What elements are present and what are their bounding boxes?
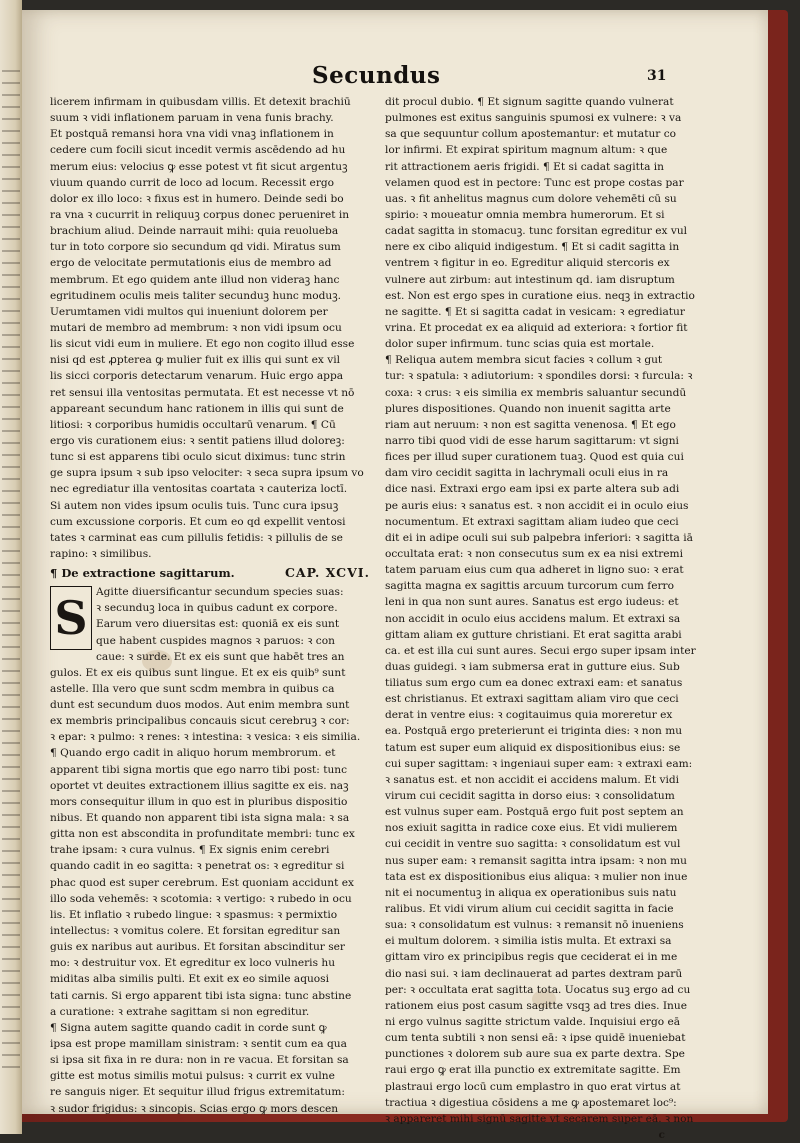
text-line: mors consequitur illum in quo est in pluribus dispositio [50, 795, 348, 808]
text-line: narro tibi quod vidi de esse harum sagittarum: vt signi [385, 434, 679, 447]
text-line: dolor super infirmum. tunc scias quia est mortale. [385, 338, 655, 351]
text-line: cedere cum focili sicut incedit vermis ascēdendo ad hu [50, 144, 346, 157]
text-line: vulnere aut zirbum: aut intestinum qd. iam disruptum [385, 273, 675, 286]
text-line: dunt est secundum duos modos. Aut enim membra sunt [50, 699, 350, 712]
text-line: ret sensui illa ventositas permutata. Et est necesse vt nō [50, 386, 355, 399]
text-line: nere ex cibo aliquid indigestum. ¶ Et si cadit sagitta in [385, 241, 680, 254]
text-line: cadat sagitta in stomacuꝫ. tunc forsitan egreditur ex vul [385, 225, 688, 238]
text-line: cui cecidit in ventre suo sagitta: ꝛ consolidatum est vul [385, 838, 681, 851]
running-title: Secundus [312, 62, 441, 89]
text-line: tates ꝛ carminat eas cum pillulis fetidis: ꝛ pillulis de se [50, 531, 343, 544]
text-line: apparent tibi signa mortis que ego narro tibi post: tunc [50, 763, 348, 776]
text-line: tati carnis. Si ergo apparent tibi ista signa: tunc abstine [50, 989, 352, 1002]
left-paragraph-block [50, 94, 370, 562]
text-line: Uerumtamen vidi multos qui inueniunt dolorem per [50, 305, 328, 318]
text-line: ni ergo vulnus sagitte strictum valde. Inquisiui ergo eā [385, 1016, 681, 1029]
text-line: caue: ꝛ surde. Et ex eis sunt que habēt tres an [96, 650, 345, 663]
text-line: ergo de velocitate permutationis eius de membro ad [50, 257, 332, 270]
text-line: ralibus. Et vidi virum alium cui cecidit sagitta in facie [385, 903, 674, 916]
text-line: trahe ipsam: ꝛ cura vulnus. ¶ Ex signis enim cerebri [50, 844, 330, 857]
text-line: nos exiuit sagitta in radice coxe eius. Et vidi mulierem [385, 822, 678, 835]
text-line: a curatione: ꝛ extrahe sagittam si non egreditur. [50, 1005, 310, 1018]
text-line: sa que sequuntur collum apostemantur: et mutatur co [385, 128, 677, 141]
text-line: lis. Et inflatio ꝛ rubedo lingue: ꝛ spasmus: ꝛ permixtio [50, 908, 338, 921]
text-line: dolor ex illo loco: ꝛ fixus est in humero. Deinde sedi bo [50, 192, 344, 205]
book-page [22, 10, 768, 1141]
text-line: tractiua ꝛ digestiua cōsidens a me ꝙ apostemaret loc⁹: [385, 1096, 677, 1109]
text-line: tiliatus sum ergo cum ea donec extraxi eam: et sanatus [385, 677, 683, 690]
text-line: sua: ꝛ consolidatum est vulnus: ꝛ remansit nō inueniens [385, 919, 684, 932]
text-line: gulos. Et ex eis quibus sunt lingue. Et ex eis quib⁹ sunt [50, 666, 346, 679]
text-line: merum eius: velocius ꝙ esse potest vt fit sicut argentuꝫ [50, 160, 348, 173]
text-line: est christianus. Et extraxi sagittam aliam viro que ceci [385, 693, 679, 706]
initial-block [50, 584, 370, 665]
text-line: tatem paruam eius cum qua adheret in ligno suo: ꝛ erat [385, 564, 684, 577]
chapter-number: CAP. XCVI. [284, 565, 370, 581]
text-line: si ipsa sit fixa in re dura: non in re vacua. Et forsitan sa [50, 1054, 349, 1067]
text-line: dit procul dubio. ¶ Et signum sagitte quando vulnerat [385, 96, 674, 108]
folio-number: 31 [647, 68, 667, 84]
text-line: fices per illud super curationem tuaꝫ. Quod est quia cui [385, 451, 684, 464]
text-line: nus super eam: ꝛ remansit sagitta intra ipsam: ꝛ non mu [385, 854, 688, 867]
text-line: derat in ventre eius: ꝛ cogitauimus quia moreretur ex [385, 709, 673, 722]
text-line: lis sicut vidi eum in muliere. Et ego non cogito illud esse [50, 338, 355, 351]
chapter-title: ¶ De extractione sagittarum. [50, 566, 235, 581]
text-line: mo: ꝛ destruitur vox. Et egreditur ex loco vulneris hu [50, 957, 336, 970]
text-line: tur in toto corpore sio secundum qd vidi. Miratus sum [50, 241, 341, 254]
text-line: rationem eius post casum sagitte vsqꝫ ad tres dies. Inue [385, 999, 687, 1012]
text-line: punctiones ꝛ dolorem sub aure sua ex parte dextra. Spe [385, 1048, 685, 1061]
text-line: cum excussione corporis. Et cum eo qd expellit ventosi [50, 515, 346, 528]
text-line: ca. et est illa cui sunt aures. Secui ergo super ipsam inter [385, 644, 696, 657]
text-line: tunc si est apparens tibi oculo sicut diximus: tunc strin [50, 451, 346, 464]
text-line: appareant secundum hanc rationem in illis qui sunt de [50, 402, 344, 415]
text-line: miditas alba similis pulti. Et exit ex eo simile aquosi [50, 973, 330, 986]
text-line: Si autem non vides ipsum oculis tuis. Tunc cura ipsuꝫ [50, 499, 339, 512]
text-line: Agitte diuersificantur secundum species suas: [96, 586, 344, 599]
text-line: ¶ Signa autem sagitte quando cadit in corde sunt ꝙ [50, 1021, 327, 1034]
left-text-column [50, 94, 370, 1117]
text-line: rapino: ꝛ similibus. [50, 547, 152, 560]
text-line: gitta non est abscondita in profunditate membri: tunc ex [50, 828, 355, 841]
text-line: gitte est motus similis motui pulsus: ꝛ currit ex vulne [50, 1070, 335, 1083]
text-line: duas guidegi. ꝛ iam submersa erat in gutture eius. Sub [385, 660, 680, 673]
indented-lines [50, 584, 370, 665]
text-line: ventrem ꝛ figitur in eo. Egreditur aliquid stercoris ex [385, 257, 670, 270]
text-line: Et postquā remansi hora vna vidi vnaꝫ inflationem in [50, 128, 334, 141]
text-line: tatum est super eum aliquid ex dispositionibus eius: se [385, 741, 681, 754]
text-line: gittam viro ex principibus regis que ceciderat ei in me [385, 951, 678, 964]
text-line: tur: ꝛ spatula: ꝛ adiutorium: ꝛ spondiles dorsi: ꝛ furcula: ꝛ [385, 370, 693, 383]
text-line: dam viro cecidit sagitta in lachrymali oculi eius in ra [385, 467, 669, 480]
text-line: lis sicci corporis detectarum venarum. Huic ergo appa [50, 370, 344, 383]
text-line: nec egrediatur illa ventositas coartata ꝛ cauteriza loctī. [50, 483, 348, 496]
right-paragraph-block [385, 94, 705, 1127]
text-line: ¶ Quando ergo cadit in aliquo horum membrorum. et [50, 747, 336, 760]
chapter-heading [50, 562, 370, 584]
text-line: occultata erat: ꝛ non consecutus sum ex ea nisi extremi [385, 547, 683, 560]
text-line: cui super sagittam: ꝛ ingeniaui super eam: ꝛ extraxi eam: [385, 757, 693, 770]
text-line: ei multum dolorem. ꝛ similia istis multa. Et extraxi sa [385, 935, 672, 948]
left-paragraph-block-lower [50, 665, 370, 1117]
text-line: re sanguis niger. Et sequitur illud frigus extremitatum: [50, 1086, 345, 1099]
text-line: Earum vero diuersitas est: quoniā ex eis sunt [96, 618, 340, 631]
text-line: ex membris principalibus concauis sicut cerebruꝫ ꝛ cor: [50, 715, 350, 728]
text-line: nisi qd est ꝓpterea ꝙ mulier fuit ex illis qui sunt ex vil [50, 354, 341, 367]
text-line: per: ꝛ occultata erat sagitta tota. Uocatus suꝫ ergo ad cu [385, 983, 691, 996]
text-line: tata est ex dispositionibus eius aliqua: ꝛ mulier non inue [385, 870, 688, 883]
text-line: ge supra ipsum ꝛ sub ipso velociter: ꝛ seca supra ipsum vo [50, 467, 364, 480]
text-line: nit ei nocumentuꝫ in aliqua ex operationibus suis natu [385, 886, 677, 899]
text-line: virum cui cecidit sagitta in dorso eius: ꝛ consolidatum [385, 790, 675, 803]
text-line: brachium aliud. Deinde narrauit mihi: quia reuolueba [50, 225, 339, 238]
text-line: sagitta magna ex sagittis arcuum turcorum cum ferro [385, 580, 675, 593]
text-line: ꝛ epar: ꝛ pulmo: ꝛ renes: ꝛ intestina: ꝛ vesica: ꝛ eis similia. [50, 731, 361, 744]
text-line: viuum quando currit de loco ad locum. Recessit ergo [50, 176, 335, 189]
text-line: oportet vt deuites extractionem illius sagitte ex eis. naꝫ [50, 779, 349, 792]
text-line: ergo vis curationem eius: ꝛ sentit patiens illud doloreꝫ: [50, 434, 345, 447]
text-line: ea. Postquā ergo preterierunt ei triginta dies: ꝛ non mu [385, 725, 683, 738]
text-line: illo soda vehemēs: ꝛ scotomia: ꝛ vertigo: ꝛ rubedo in ocu [50, 892, 352, 905]
text-line: que habent cuspides magnos ꝛ paruos: ꝛ con [96, 634, 335, 647]
text-line: velamen quod est in pectore: Tunc est prope costas par [385, 176, 684, 189]
text-line: raui ergo ꝙ erat illa punctio ex extremitate sagitte. Em [385, 1064, 681, 1077]
text-line: plastraui ergo locū cum emplastro in quo erat virtus at [385, 1080, 681, 1093]
text-line: dio nasi sui. ꝛ iam declinauerat ad partes dextram parū [385, 967, 683, 980]
text-line: suum ꝛ vidi inflationem paruam in vena funis brachy. [50, 112, 334, 125]
text-line: quando cadit in eo sagitta: ꝛ penetrat os: ꝛ egreditur si [50, 860, 345, 873]
text-line: pulmones est exitus sanguinis spumosi ex vulnere: ꝛ va [385, 112, 682, 125]
text-line: guis ex naribus aut auribus. Et forsitan abscinditur ser [50, 941, 345, 954]
signature-mark: c [658, 1129, 665, 1141]
text-line: membrum. Et ego quidem ante illud non videraꝫ hanc [50, 273, 340, 286]
text-line: dit ei in adipe oculi sui sub palpebra inferiori: ꝛ sagitta iā [385, 531, 693, 544]
text-line: astelle. Illa vero que sunt scdm membra in quibus ca [50, 682, 335, 695]
text-line: ra vna ꝛ cucurrit in reliquuꝫ corpus donec perueniret in [50, 208, 350, 221]
text-line: coxa: ꝛ crus: ꝛ eis similia ex membris saluantur secundū [385, 386, 687, 399]
facing-page-edge [0, 0, 22, 1134]
text-line: phac quod est super cerebrum. Est quoniam accidunt ex [50, 876, 354, 889]
text-line: plures dispositiones. Quando non inuenit sagitta arte [385, 402, 671, 415]
text-line: ꝛ appareret mihi signū sagitte vt secarem super eā. ꝛ non [385, 1112, 694, 1125]
text-line: cum tenta subtili ꝛ non sensi eā: ꝛ ipse quidē inueniebat [385, 1032, 686, 1045]
text-line: intellectus: ꝛ vomitus colere. Et forsitan egreditur san [50, 925, 341, 938]
right-text-column [385, 94, 705, 1143]
text-line: dice nasi. Extraxi ergo eam ipsi ex parte altera sub adi [385, 483, 680, 496]
text-line: ꝛ sanatus est. et non accidit ei accidens malum. Et vidi [385, 773, 680, 786]
text-line: litiosi: ꝛ corporibus humidis occultarū venarum. ¶ Cū [50, 418, 336, 431]
text-line: spirio: ꝛ moueatur omnia membra humerorum. Et si [385, 208, 665, 221]
text-line: ipsa est prope mamillam sinistram: ꝛ sentit cum ea qua [50, 1038, 347, 1051]
text-line: gittam aliam ex gutture christiani. Et erat sagitta arabi [385, 628, 682, 641]
decorated-initial: S [50, 586, 92, 650]
text-line: vrina. Et procedat ex ea aliquid ad exteriora: ꝛ fortior fit [385, 321, 688, 334]
text-line: est vulnus super eam. Postquā ergo fuit post septem an [385, 806, 684, 819]
text-line: non accidit in oculo eius accidens malum. Et extraxi sa [385, 612, 681, 625]
text-line: rit attractionem aeris frigidi. ¶ Et si cadat sagitta in [385, 160, 664, 173]
text-line: lor infirmi. Et expirat spiritum magnum altum: ꝛ que [385, 144, 668, 157]
text-line: est. Non est ergo spes in curatione eius. neqꝫ in extractio [385, 289, 695, 302]
text-line: ¶ Reliqua autem membra sicut facies ꝛ collum ꝛ gut [385, 354, 663, 367]
text-line: riam aut neruum: ꝛ non est sagitta venenosa. ¶ Et ego [385, 418, 676, 431]
text-line: uas. ꝛ fit anhelitus magnus cum dolore vehemēti cū su [385, 192, 677, 205]
text-line: licerem infirmam in quibusdam villis. Et detexit brachiū [50, 96, 351, 108]
text-line: nocumentum. Et extraxi sagittam aliam iudeo que ceci [385, 515, 679, 528]
text-line: nibus. Et quando non apparent tibi ista signa mala: ꝛ sa [50, 812, 350, 825]
text-line: mutari de membro ad membrum: ꝛ non vidi ipsum ocu [50, 321, 342, 334]
text-line: pe auris eius: ꝛ sanatus est. ꝛ non accidit ei in oculo eius [385, 499, 689, 512]
text-line: ne sagitte. ¶ Et si sagitta cadat in vesicam: ꝛ egrediatur [385, 305, 685, 318]
text-line: egritudinem oculis meis taliter secunduꝫ hunc moduꝫ. [50, 289, 342, 302]
text-line: leni in qua non sunt aures. Sanatus est ergo iudeus: et [385, 596, 679, 609]
text-line: ꝛ sudor frigidus: ꝛ sincopis. Scias ergo ꝙ mors descen [50, 1102, 339, 1115]
text-line: ꝛ secunduꝫ loca in quibus cadunt ex corpore. [96, 602, 338, 615]
